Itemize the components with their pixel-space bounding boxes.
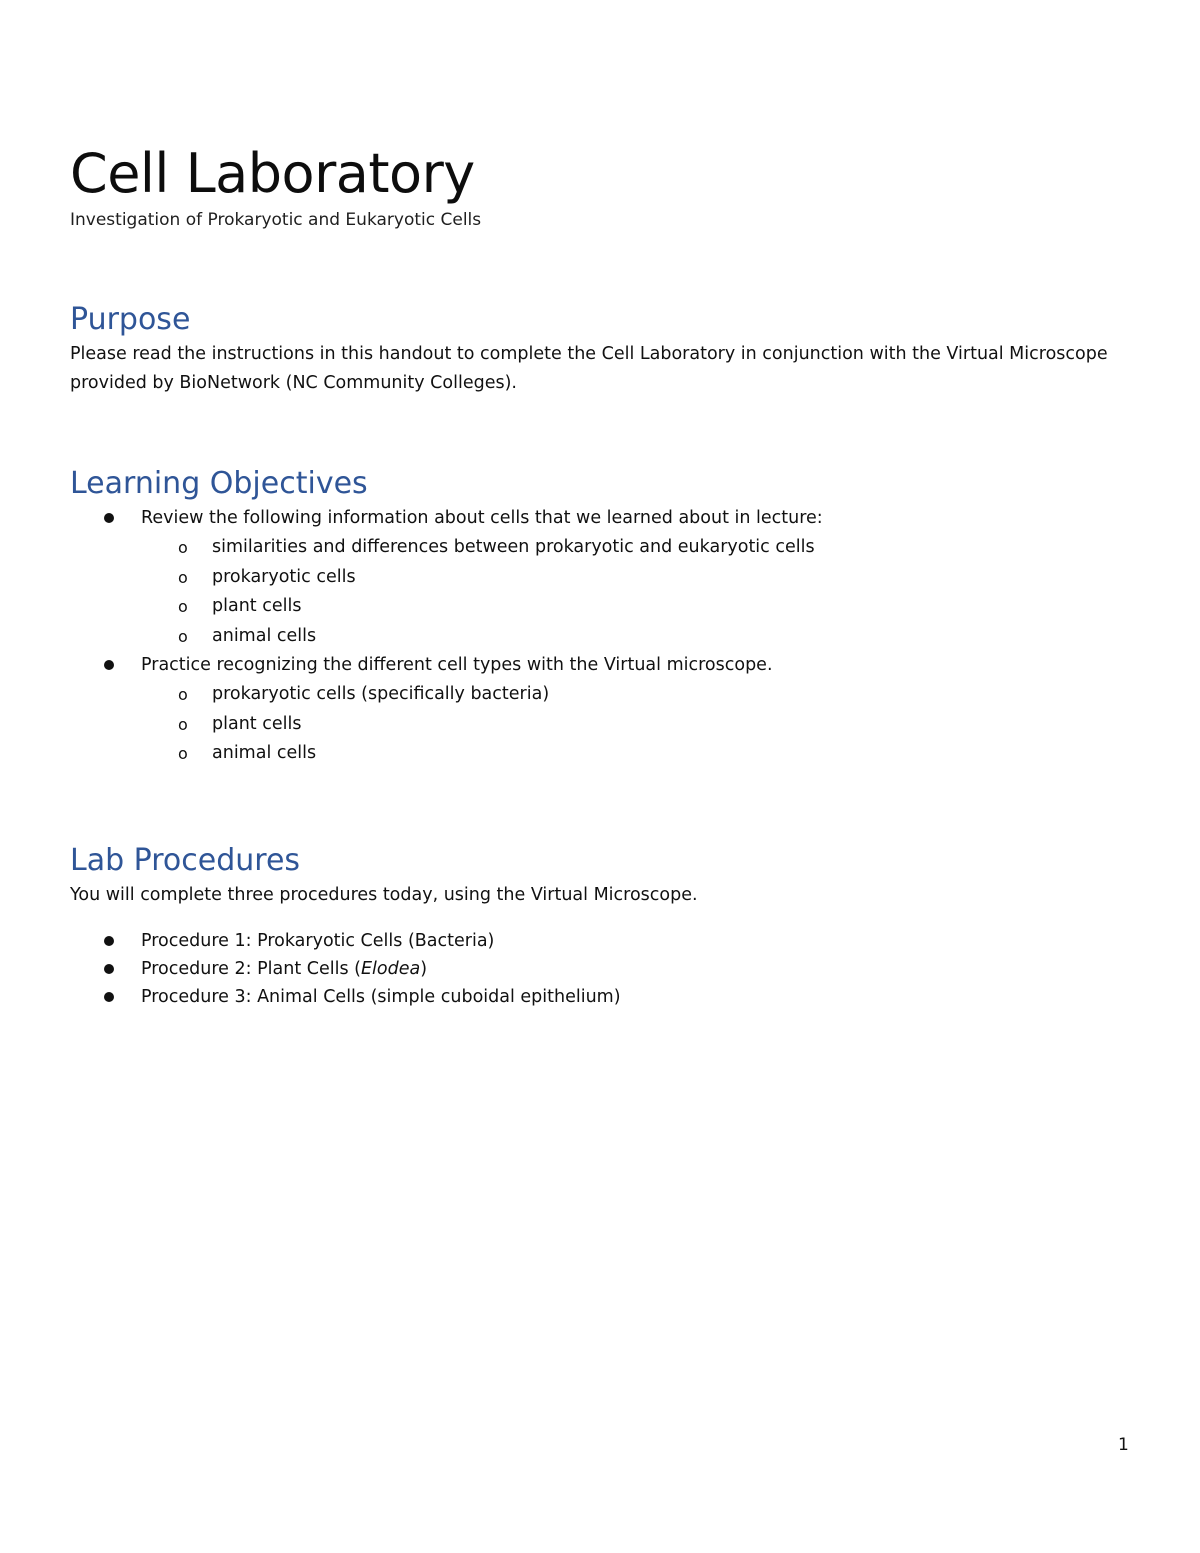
bullet-icon bbox=[104, 964, 114, 974]
objective-subitem: prokaryotic cells (specifically bacteria) bbox=[212, 684, 550, 704]
bullet-icon bbox=[104, 660, 114, 670]
procedure-text: Procedure 3: Animal Cells (simple cuboidal epithelium) bbox=[141, 987, 621, 1007]
bullet-icon bbox=[104, 936, 114, 946]
purpose-text-line-1: Please read the instructions in this handout to complete the Cell Laboratory in conjunction with the Virtual Microscope bbox=[70, 344, 1108, 364]
lab-procedures-heading: Lab Procedures bbox=[70, 843, 301, 878]
objective-subitem: prokaryotic cells bbox=[212, 567, 356, 587]
bullet-icon bbox=[104, 513, 114, 523]
procedure-item bbox=[141, 929, 494, 953]
procedure-text-suffix: ) bbox=[420, 959, 428, 979]
procedure-item bbox=[141, 957, 427, 981]
objective-subitem: plant cells bbox=[212, 714, 302, 734]
objective-subitem: animal cells bbox=[212, 743, 317, 763]
document-title: Cell Laboratory bbox=[70, 142, 475, 205]
purpose-text-line-2: provided by BioNetwork (NC Community Colleges). bbox=[70, 373, 517, 393]
procedure-text: Procedure 1: Prokaryotic Cells (Bacteria) bbox=[141, 931, 495, 951]
sub-bullet-icon: o bbox=[178, 568, 188, 587]
objective-subitem: animal cells bbox=[212, 626, 317, 646]
objective-subitem: similarities and differences between prokaryotic and eukaryotic cells bbox=[212, 537, 815, 557]
species-name: Elodea bbox=[360, 959, 421, 979]
procedures-intro: You will complete three procedures today, using the Virtual Microscope. bbox=[70, 885, 698, 905]
procedure-item bbox=[141, 985, 621, 1009]
sub-bullet-icon: o bbox=[178, 627, 188, 646]
objective-item: Practice recognizing the different cell types with the Virtual microscope. bbox=[141, 655, 773, 675]
document-subtitle: Investigation of Prokaryotic and Eukaryotic Cells bbox=[70, 210, 482, 230]
objective-subitem: plant cells bbox=[212, 596, 302, 616]
learning-objectives-heading: Learning Objectives bbox=[70, 466, 368, 501]
sub-bullet-icon: o bbox=[178, 538, 188, 557]
sub-bullet-icon: o bbox=[178, 685, 188, 704]
purpose-heading: Purpose bbox=[70, 302, 191, 337]
sub-bullet-icon: o bbox=[178, 597, 188, 616]
sub-bullet-icon: o bbox=[178, 744, 188, 763]
sub-bullet-icon: o bbox=[178, 715, 188, 734]
page-number: 1 bbox=[1118, 1435, 1129, 1455]
objective-item: Review the following information about cells that we learned about in lecture: bbox=[141, 508, 823, 528]
bullet-icon bbox=[104, 992, 114, 1002]
procedure-text: Procedure 2: Plant Cells ( bbox=[141, 959, 361, 979]
